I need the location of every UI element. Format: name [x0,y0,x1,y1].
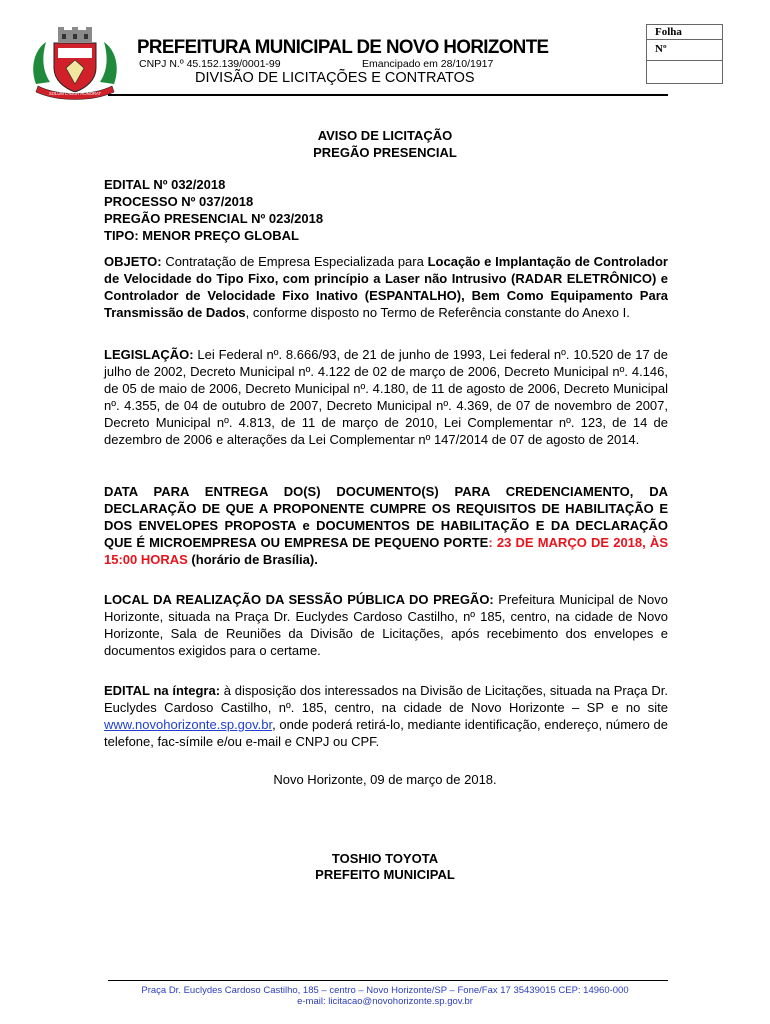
folha-blank-row [647,61,722,75]
footer-email: e-mail: licitacao@novohorizonte.sp.gov.br [297,996,473,1007]
folha-label: Folha [647,25,722,40]
legislacao-paragraph [104,346,668,448]
folha-number-label: Nº [647,40,722,61]
notice-title: AVISO DE LICITAÇÃO [317,128,453,143]
header-emancipado: Emancipado em 28/10/1917 [362,58,494,70]
header-title: PREFEITURA MUNICIPAL DE NOVO HORIZONTE [137,36,549,58]
local-paragraph [104,591,668,659]
edital-info [104,176,323,244]
edital-integra-text-2: , onde poderá retirá-lo, mediante identificação, endereço, número de telefone, fac-símile e/ou e-mail e CNPJ ou CPF. [104,717,668,749]
data-entrega-colon: : [488,535,493,550]
legislacao-text: Lei Federal nº. 8.666/93, de 21 de junho de 1993, Lei federal nº. 10.520 de 17 de julho de 2002, Decreto Municipal nº. 4.122 de 02 de março de 2006, Decreto Municipal nº. 4.146, de 05 de maio de 2006, Decreto Municipal nº. 4.180, de 11 de agosto de 2006, Decreto Municipal nº. 4.355, de 04 de outubro de 2007, Decreto Municipal nº. 4.369, de 07 de novembro de 2007, Decreto Municipal nº. 4.813, de 11 de março de 2010, Lei Complementar nº. 123, de 14 de dezembro de 2006 e alterações da Lei Complementar nº 147/2014 de 07 de agosto de 2014. [104,347,668,447]
notice-subtitle: PREGÃO PRESENCIAL [313,145,457,160]
processo-number: PROCESSO Nº 037/2018 [104,194,254,209]
header-divider [108,94,668,96]
folha-stamp-box [646,24,723,84]
data-entrega-timezone: (horário de Brasília). [187,552,318,567]
data-entrega-date: 23 DE MARÇO DE 2018, ÀS 15:00 HORAS [104,535,668,567]
objeto-bold: Locação e Implantação de Controlador de Velocidade do Tipo Fixo, com princípio a Laser não Intrusivo (RADAR ELETRÔNICO) e Controlador de Velocidade Fixo Inativo (ESPANTALHO), Bem Como Equipamento Para Transmissão de Dados [104,254,668,320]
website-link[interactable]: www.novohorizonte.sp.gov.br [104,717,273,732]
local-label: LOCAL DA REALIZAÇÃO DA SESSÃO PÚBLICA DO PREGÃO: [104,592,494,607]
objeto-label: OBJETO: [104,254,162,269]
signature-role: PREFEITO MUNICIPAL [315,867,455,882]
footer-address: Praça Dr. Euclydes Cardoso Castilho, 185 – centro – Novo Horizonte/SP – Fone/Fax 17 35439015 CEP: 14960-000 [141,985,629,996]
objeto-text-1: Contratação de Empresa Especializada para [161,254,428,269]
tipo-line: TIPO: MENOR PREÇO GLOBAL [104,228,299,243]
local-text: Prefeitura Municipal de Novo Horizonte, situada na Praça Dr. Euclydes Cardoso Castilho, nº 185, centro, na cidade de Novo Horizonte, Sala de Reuniões da Divisão de Licitações, após recebimento dos envelopes e documentos exigidos para o certame. [104,592,668,658]
data-entrega-text: DATA PARA ENTREGA DO(S) DOCUMENTO(S) PARA CREDENCIAMENTO, DA DECLARAÇÃO DE QUE A PROPONENTE CUMPRE OS REQUISITOS DE HABILITAÇÃO E DOS ENVELOPES PROPOSTA e DOCUMENTOS DE HABILITAÇÃO E DA DECLARAÇÃO QUE É MICROEMPRESA OU EMPRESA DE PEQUENO PORTE [104,484,668,550]
legislacao-label: LEGISLAÇÃO: [104,347,194,362]
objeto-text-2: , conforme disposto no Termo de Referência constante do Anexo I. [245,305,630,320]
place-date: Novo Horizonte, 09 de março de 2018. [273,772,497,787]
objeto-paragraph [104,253,668,321]
pregao-number: PREGÃO PRESENCIAL Nº 023/2018 [104,211,324,226]
footer-divider [108,980,668,981]
coat-of-arms-logo [28,26,122,100]
edital-integra-label: EDITAL na íntegra: [104,683,221,698]
signature-name: TOSHIO TOYOTA [331,851,439,866]
crest-motto: SOLUM LABOR HONORAT [48,91,102,96]
edital-integra-paragraph [104,682,668,750]
data-entrega-paragraph [104,483,668,568]
edital-number: EDITAL Nº 032/2018 [104,177,226,192]
header-cnpj: CNPJ N.º 45.152.139/0001-99 [139,58,281,70]
edital-integra-text-1: à disposição dos interessados na Divisão de Licitações, situada na Praça Dr. Euclydes Cardoso Castilho, nº. 185, centro, na cidade de Novo Horizonte – SP e no site [104,683,668,715]
header-division: DIVISÃO DE LICITAÇÕES E CONTRATOS [195,70,475,86]
